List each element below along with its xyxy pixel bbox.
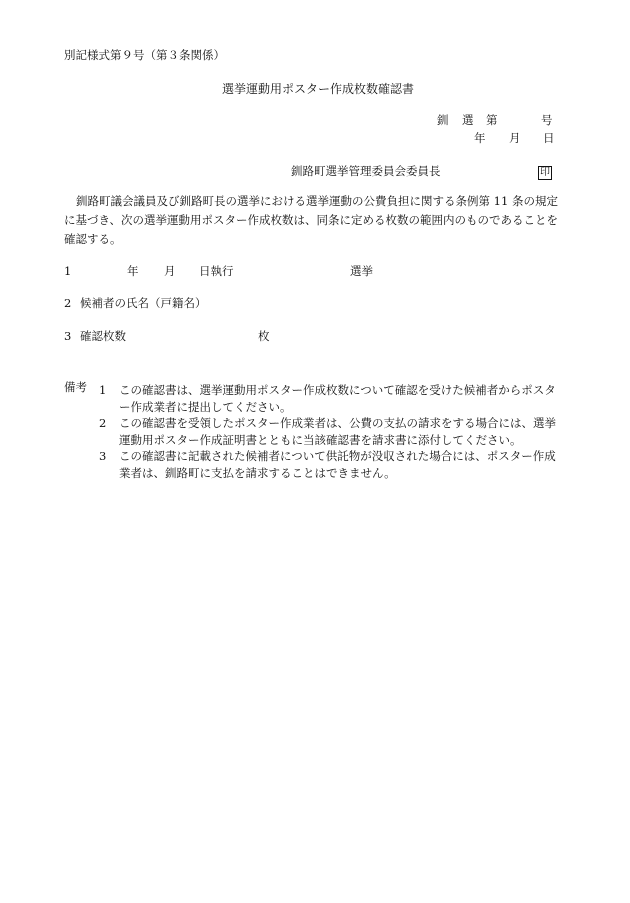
issuer-name: 釧路町選挙管理委員会委員長: [291, 164, 441, 178]
item1-month: 月: [164, 264, 176, 278]
item1-year: 年: [127, 264, 139, 278]
ref-dai: 第: [486, 113, 498, 127]
paragraph-line1: 釧路町議会議員及び釧路町長の選挙における選挙運動の公費負担に関する条例第 11 条の規定: [76, 194, 558, 208]
ref-go: 号: [541, 113, 553, 127]
note-2-line1: この確認書を受領したポスター作成業者は、公費の支払の請求をする場合には、選挙: [119, 416, 556, 430]
date-year: 年: [474, 131, 486, 145]
note-1: [99, 382, 569, 416]
item3-number: 3: [64, 329, 72, 343]
ref-place: 釧: [437, 113, 449, 127]
note-2-line2: 運動用ポスター作成証明書とともに当該確認書を請求書に添付してください。: [119, 433, 522, 447]
item1-election: 選挙: [350, 264, 373, 278]
note-1-number: 1: [99, 383, 107, 397]
form-number: 別記様式第９号（第３条関係）: [64, 48, 225, 62]
item3-unit: 枚: [258, 329, 270, 343]
note-1-line1: この確認書は、選挙運動用ポスター作成枚数について確認を受けた候補者からポスタ: [119, 383, 556, 397]
item1-day: 日執行: [199, 264, 234, 278]
item2-label: 候補者の氏名（戸籍名）: [80, 296, 207, 310]
document-title: 選挙運動用ポスター作成枚数確認書: [222, 82, 415, 96]
notes-label: 備考: [64, 380, 87, 394]
note-1-line2: ー作成業者に提出してください。: [119, 400, 292, 414]
note-2: [99, 415, 569, 449]
paragraph-line3: 確認する。: [64, 232, 122, 246]
note-3-number: 3: [99, 449, 107, 463]
note-2-number: 2: [99, 416, 107, 430]
date-month: 月: [509, 131, 521, 145]
ref-election: 選: [462, 113, 474, 127]
paragraph-line2: に基づき、次の選挙運動用ポスター作成枚数は、同条に定める枚数の範囲内のものであることを: [64, 213, 559, 227]
item1-number: 1: [64, 264, 72, 278]
seal-box: 印: [540, 167, 550, 178]
item3-label: 確認枚数: [80, 329, 126, 343]
note-3: [99, 448, 569, 482]
note-3-line1: この確認書に記載された候補者について供託物が没収された場合には、ポスター作成: [119, 449, 556, 463]
date-day: 日: [543, 131, 555, 145]
note-3-line2: 業者は、釧路町に支払を請求することはできません。: [119, 466, 396, 480]
item2-number: 2: [64, 296, 72, 310]
